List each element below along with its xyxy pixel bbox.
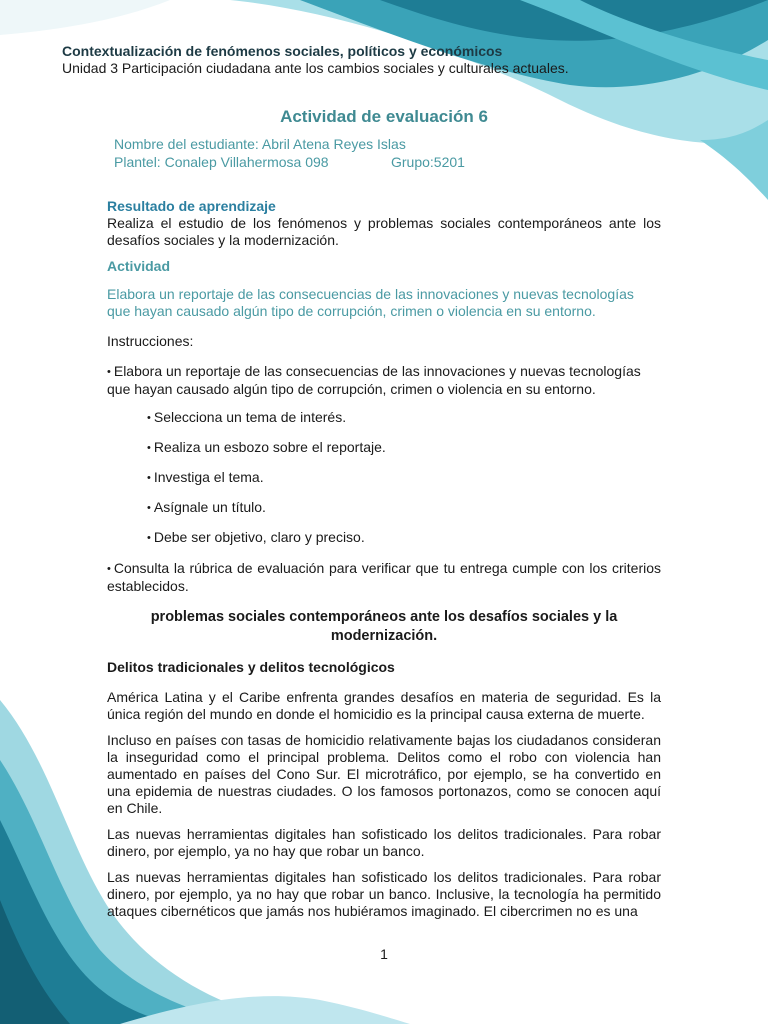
report-paragraph: América Latina y el Caribe enfrenta grandes desafíos en materia de seguridad. Es la única región del mundo en donde el homicidio es la principal causa externa de muerte.	[107, 689, 661, 722]
list-item-text: Debe ser objetivo, claro y preciso.	[153, 529, 365, 545]
learning-result-heading: Resultado de aprendizaje	[107, 198, 276, 214]
activity-title: Actividad de evaluación 6	[280, 107, 488, 126]
report-paragraph: Las nuevas herramientas digitales han sofisticado los delitos tradicionales. Para robar dinero, por ejemplo, ya no hay que robar un banco.	[107, 826, 661, 859]
list-item	[147, 439, 661, 457]
instruction-final-text: Consulta la rúbrica de evaluación para verificar que tu entrega cumple con los criterios establecidos.	[107, 560, 661, 594]
list-item	[147, 529, 661, 547]
bullet-icon: •	[147, 442, 151, 454]
learning-result-text: Realiza el estudio de los fenómenos y problemas sociales contemporáneos ante los desafíos sociales y la modernización.	[107, 215, 661, 248]
page-number: 1	[380, 946, 388, 962]
group-label: Grupo:5201	[391, 154, 465, 170]
bullet-icon: •	[147, 412, 151, 424]
bullet-icon: •	[147, 502, 151, 514]
list-item-text: Asígnale un título.	[153, 499, 266, 515]
campus-label: Plantel: Conalep Villahermosa 098	[114, 154, 329, 170]
bullet-icon: •	[147, 532, 151, 544]
report-subtitle: Delitos tradicionales y delitos tecnológicos	[107, 659, 395, 675]
activity-text: Elabora un reportaje de las consecuencias de las innovaciones y nuevas tecnologías que hayan causado algún tipo de corrupción, crimen o violencia en su entorno.	[107, 286, 634, 319]
instruction-sub-list	[107, 409, 661, 547]
bullet-icon: •	[107, 563, 111, 575]
course-title: Contextualización de fenómenos sociales, políticos y económicos	[62, 43, 503, 59]
instruction-main-text: Elabora un reportaje de las consecuencias de las innovaciones y nuevas tecnologías que hayan causado algún tipo de corrupción, crimen o violencia en su entorno.	[107, 363, 641, 397]
activity-heading: Actividad	[107, 258, 171, 274]
bullet-icon: •	[147, 472, 151, 484]
report-paragraph: Incluso en países con tasas de homicidio relativamente bajas los ciudadanos consideran la inseguridad como el principal problema. Delitos como el robo con violencia han aumentado en países del Cono Sur. El microtráfico, por ejemplo, se ha convertido en una epidemia de nuestras ciudades. O los famosos portonazos, como se conocen aquí en Chile.	[107, 732, 661, 816]
student-name: Nombre del estudiante: Abril Atena Reyes Islas	[114, 136, 406, 152]
bullet-icon: •	[107, 366, 111, 378]
list-item-text: Investiga el tema.	[153, 469, 264, 485]
list-item-text: Realiza un esbozo sobre el reportaje.	[153, 439, 386, 455]
report-title: problemas sociales contemporáneos ante los desafíos sociales y la modernización.	[150, 609, 618, 644]
list-item	[147, 499, 661, 517]
document-body	[107, 198, 661, 920]
list-item-text: Selecciona un tema de interés.	[153, 409, 347, 425]
unit-title: Unidad 3 Participación ciudadana ante los cambios sociales y culturales actuales.	[62, 60, 569, 76]
instructions-label: Instrucciones:	[107, 333, 194, 349]
report-paragraph: Las nuevas herramientas digitales han sofisticado los delitos tradicionales. Para robar dinero, por ejemplo, ya no hay que robar un banco. Inclusive, la tecnología ha permitido ataques cibernéticos que jamás nos hubiéramos imaginado. El cibercrimen no es una	[107, 869, 661, 919]
list-item	[147, 469, 661, 487]
instruction-main-bullet	[107, 363, 661, 398]
list-item	[147, 409, 661, 427]
instruction-final-bullet	[107, 560, 661, 595]
student-campus	[114, 154, 465, 170]
